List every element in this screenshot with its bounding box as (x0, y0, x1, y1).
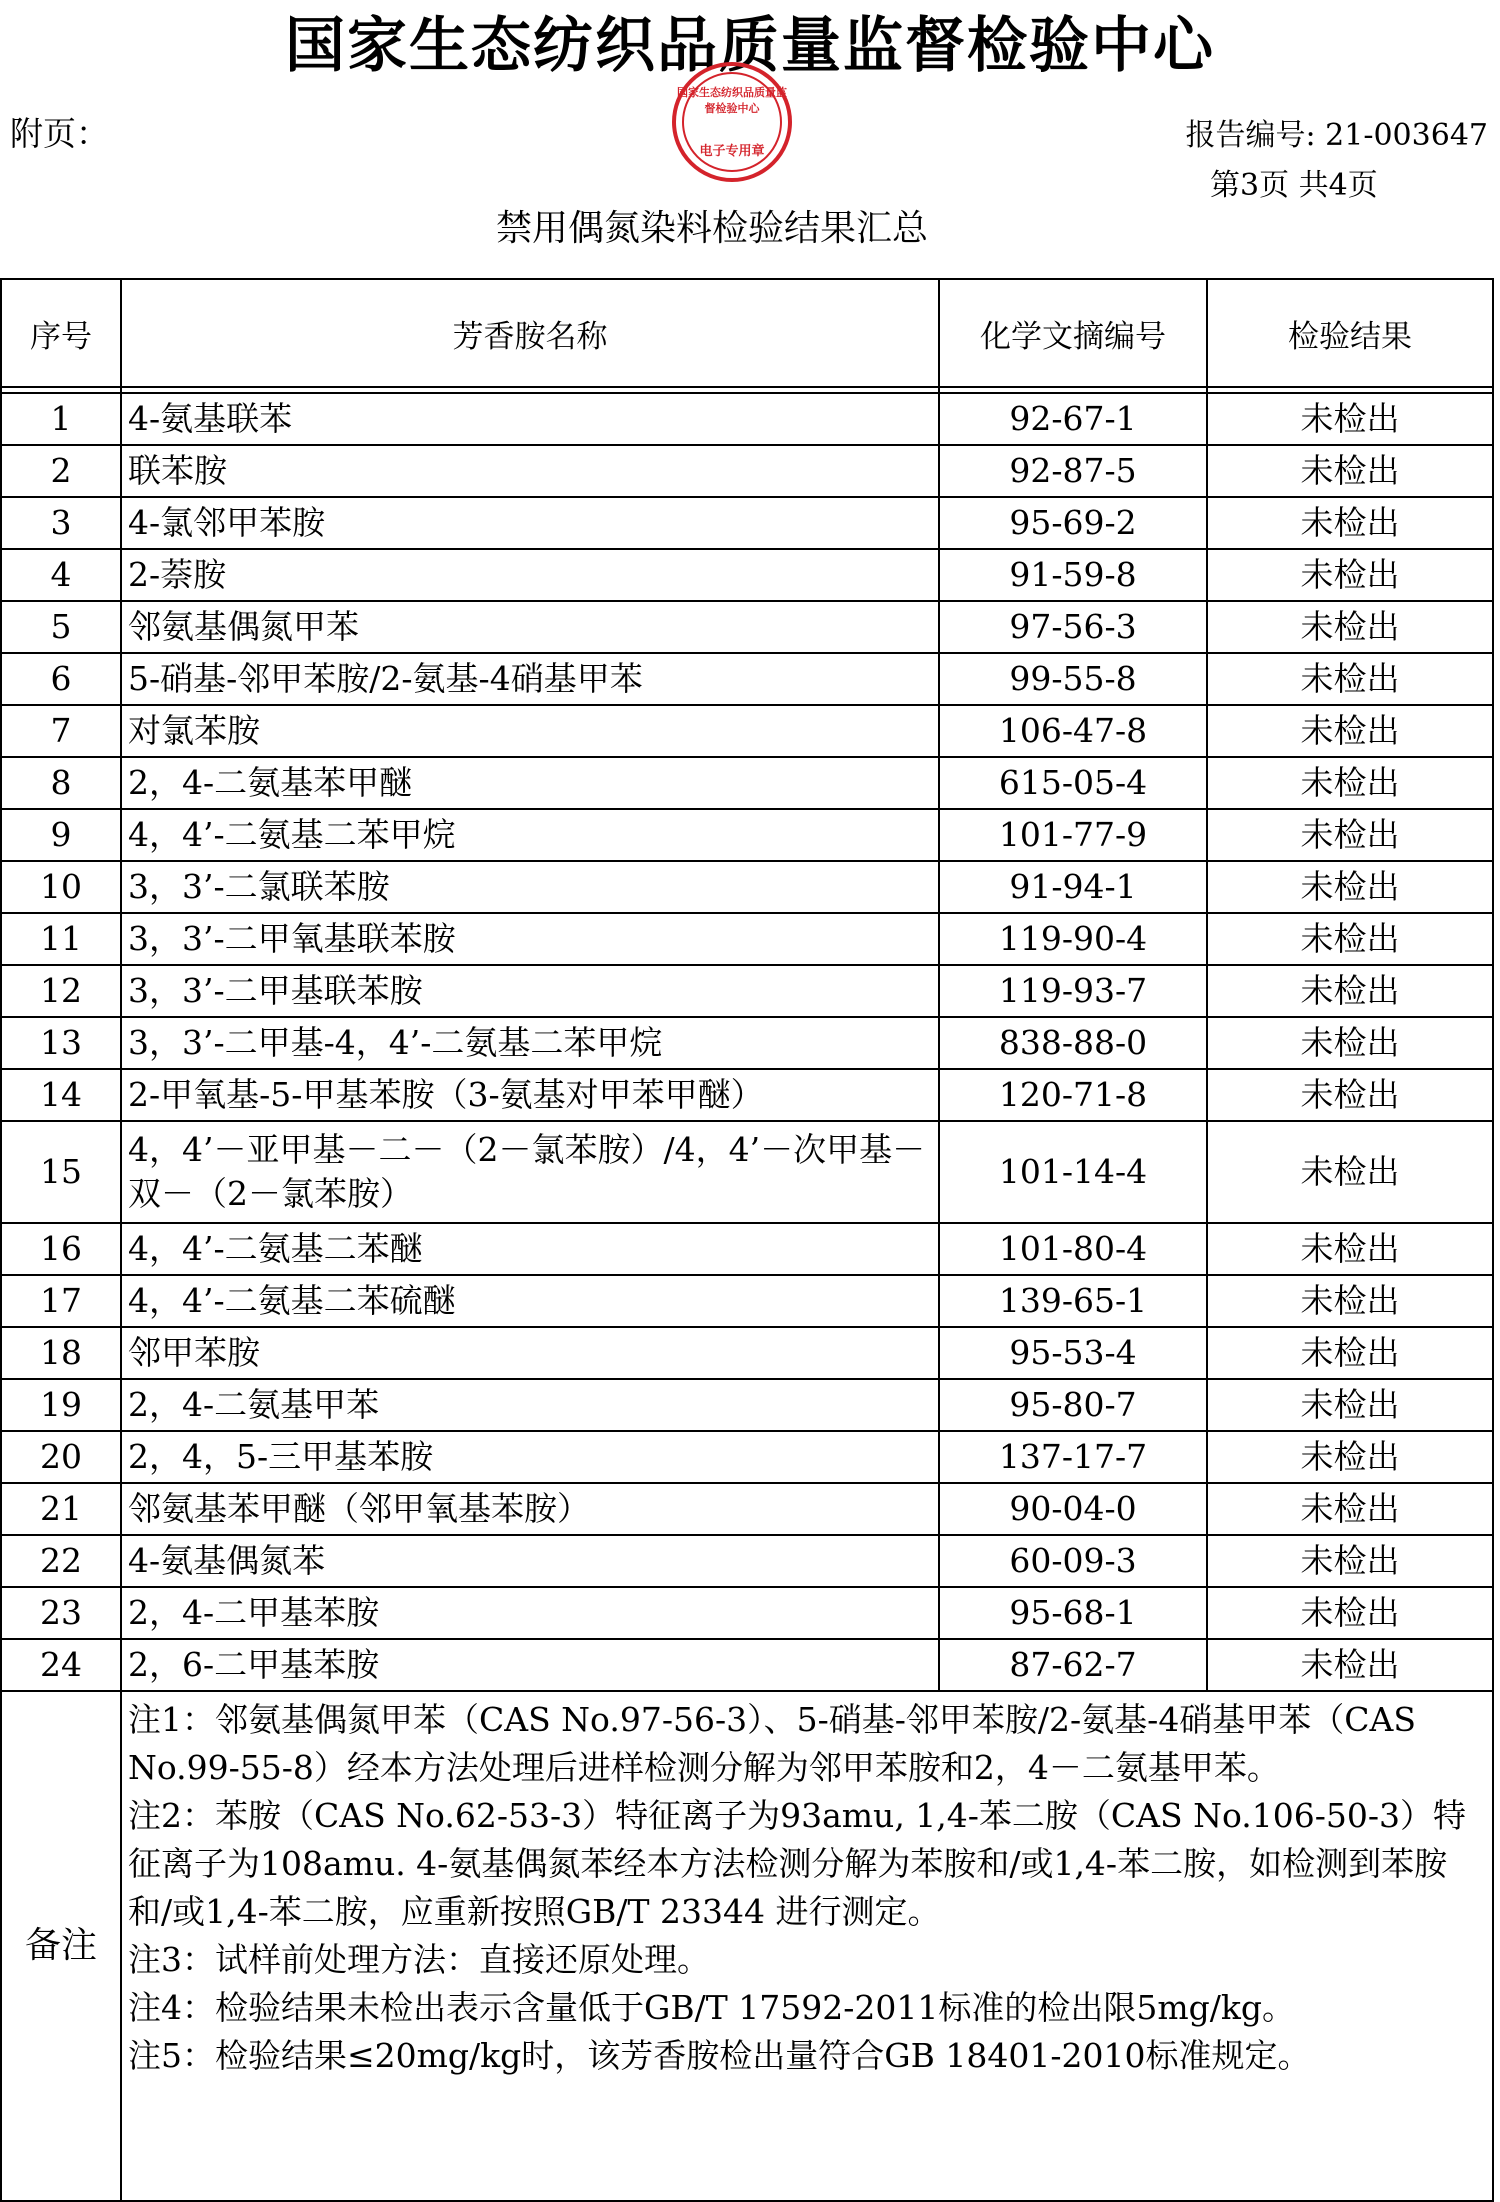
row-no: 17 (1, 1275, 121, 1327)
row-result: 未检出 (1207, 1379, 1493, 1431)
stamp-ring-text: 国家生态纺织品质量监督检验中心 (677, 86, 787, 115)
row-cas-number: 139-65-1 (939, 1275, 1207, 1327)
row-amine-name: 3，3’-二氯联苯胺 (121, 861, 939, 913)
row-amine-name: 联苯胺 (121, 445, 939, 497)
row-result: 未检出 (1207, 1431, 1493, 1483)
table-row (1, 913, 1493, 965)
row-amine-name: 邻氨基偶氮甲苯 (121, 601, 939, 653)
row-result: 未检出 (1207, 1327, 1493, 1379)
row-cas-number: 90-04-0 (939, 1483, 1207, 1535)
row-cas-number: 60-09-3 (939, 1535, 1207, 1587)
note-item: 注5：检验结果≤20mg/kg时，该芳香胺检出量符合GB 18401-2010标准规定。 (128, 2036, 1311, 2075)
row-cas-number: 97-56-3 (939, 601, 1207, 653)
row-no: 11 (1, 913, 121, 965)
row-no: 15 (1, 1121, 121, 1223)
row-amine-name: 3，3’-二甲氧基联苯胺 (121, 913, 939, 965)
row-result: 未检出 (1207, 705, 1493, 757)
stamp-label: 电子专用章 (699, 144, 765, 159)
row-result: 未检出 (1207, 549, 1493, 601)
table-row (1, 965, 1493, 1017)
row-cas-number: 120-71-8 (939, 1069, 1207, 1121)
row-result: 未检出 (1207, 861, 1493, 913)
row-no: 12 (1, 965, 121, 1017)
row-no: 10 (1, 861, 121, 913)
table-row (1, 549, 1493, 601)
row-cas-number: 119-90-4 (939, 913, 1207, 965)
row-result: 未检出 (1207, 1069, 1493, 1121)
table-row (1, 653, 1493, 705)
table-row (1, 601, 1493, 653)
official-stamp (672, 62, 792, 182)
row-result: 未检出 (1207, 757, 1493, 809)
row-result: 未检出 (1207, 1275, 1493, 1327)
row-result: 未检出 (1207, 1483, 1493, 1535)
row-no: 24 (1, 1639, 121, 1691)
row-cas-number: 87-62-7 (939, 1639, 1207, 1691)
row-no: 5 (1, 601, 121, 653)
row-result: 未检出 (1207, 393, 1493, 445)
row-amine-name: 2，4-二甲基苯胺 (121, 1587, 939, 1639)
table-row (1, 757, 1493, 809)
table-row (1, 1483, 1493, 1535)
row-result: 未检出 (1207, 1017, 1493, 1069)
row-result: 未检出 (1207, 1639, 1493, 1691)
row-result: 未检出 (1207, 809, 1493, 861)
summary-subtitle: 禁用偶氮染料检验结果汇总 (495, 208, 928, 249)
table-row (1, 1275, 1493, 1327)
table-row (1, 1431, 1493, 1483)
row-no: 22 (1, 1535, 121, 1587)
row-no: 23 (1, 1587, 121, 1639)
row-cas-number: 91-59-8 (939, 549, 1207, 601)
row-cas-number: 99-55-8 (939, 653, 1207, 705)
table-row (1, 393, 1493, 445)
row-no: 8 (1, 757, 121, 809)
attachment-label: 附页： (10, 114, 109, 153)
row-amine-name: 2-甲氧基-5-甲基苯胺（3-氨基对甲苯甲醚） (121, 1069, 939, 1121)
row-cas-number: 101-80-4 (939, 1223, 1207, 1275)
row-no: 21 (1, 1483, 121, 1535)
row-amine-name: 邻氨基苯甲醚（邻甲氧基苯胺） (121, 1483, 939, 1535)
note-item: 注2：苯胺（CAS No.62-53-3）特征离子为93amu, 1,4-苯二胺（CAS No.106-50-3）特征离子为108amu. 4-氨基偶氮苯经本方法检测分解为苯胺和/或1,4-苯二胺，如检测到苯胺和/或1,4-苯二胺，应重新按照GB/T 23344 进行测定。 (128, 1796, 1467, 1931)
row-result: 未检出 (1207, 913, 1493, 965)
row-amine-name: 3，3’-二甲基-4，4’-二氨基二苯甲烷 (121, 1017, 939, 1069)
row-amine-name: 邻甲苯胺 (121, 1327, 939, 1379)
row-amine-name: 4，4’-二氨基二苯甲烷 (121, 809, 939, 861)
row-cas-number: 119-93-7 (939, 965, 1207, 1017)
table-header-row (1, 279, 1493, 387)
header-result: 检验结果 (1207, 279, 1493, 387)
header-cas-number: 化学文摘编号 (939, 279, 1207, 387)
table-row (1, 1121, 1493, 1223)
table-row (1, 445, 1493, 497)
table-row (1, 497, 1493, 549)
row-result: 未检出 (1207, 1223, 1493, 1275)
table-row (1, 1017, 1493, 1069)
row-amine-name: 4，4’－亚甲基－二－（2－氯苯胺）/4，4’－次甲基－双－（2－氯苯胺） (121, 1121, 939, 1223)
row-cas-number: 95-80-7 (939, 1379, 1207, 1431)
table-row (1, 1223, 1493, 1275)
page-info: 第3页 共4页 (1210, 168, 1378, 203)
row-cas-number: 106-47-8 (939, 705, 1207, 757)
row-cas-number: 92-67-1 (939, 393, 1207, 445)
row-result: 未检出 (1207, 965, 1493, 1017)
row-result: 未检出 (1207, 1535, 1493, 1587)
row-no: 1 (1, 393, 121, 445)
note-item: 注1：邻氨基偶氮甲苯（CAS No.97-56-3）、5-硝基-邻甲苯胺/2-氨基-4硝基甲苯（CAS No.99-55-8）经本方法处理后进样检测分解为邻甲苯胺和2，4－二氨基甲苯。 (128, 1700, 1416, 1787)
results-table (0, 278, 1494, 2202)
row-amine-name: 对氯苯胺 (121, 705, 939, 757)
row-cas-number: 101-77-9 (939, 809, 1207, 861)
row-no: 13 (1, 1017, 121, 1069)
table-row (1, 1535, 1493, 1587)
table-row (1, 1379, 1493, 1431)
note-item: 注3：试样前处理方法：直接还原处理。 (128, 1940, 710, 1979)
row-amine-name: 2，6-二甲基苯胺 (121, 1639, 939, 1691)
row-no: 16 (1, 1223, 121, 1275)
row-amine-name: 4，4’-二氨基二苯硫醚 (121, 1275, 939, 1327)
row-result: 未检出 (1207, 497, 1493, 549)
row-cas-number: 95-68-1 (939, 1587, 1207, 1639)
table-row (1, 1639, 1493, 1691)
row-no: 20 (1, 1431, 121, 1483)
row-amine-name: 2-萘胺 (121, 549, 939, 601)
table-row (1, 705, 1493, 757)
row-amine-name: 4，4’-二氨基二苯醚 (121, 1223, 939, 1275)
notes-content (121, 1691, 1493, 2201)
row-result: 未检出 (1207, 653, 1493, 705)
row-cas-number: 95-69-2 (939, 497, 1207, 549)
header-amine-name: 芳香胺名称 (121, 279, 939, 387)
row-cas-number: 101-14-4 (939, 1121, 1207, 1223)
row-amine-name: 5-硝基-邻甲苯胺/2-氨基-4硝基甲苯 (121, 653, 939, 705)
row-cas-number: 95-53-4 (939, 1327, 1207, 1379)
table-row (1, 809, 1493, 861)
row-amine-name: 4-氨基联苯 (121, 393, 939, 445)
row-amine-name: 2，4，5-三甲基苯胺 (121, 1431, 939, 1483)
row-amine-name: 2，4-二氨基苯甲醚 (121, 757, 939, 809)
row-no: 2 (1, 445, 121, 497)
report-number: 报告编号: 21-003647 (1185, 118, 1488, 153)
row-cas-number: 838-88-0 (939, 1017, 1207, 1069)
notes-row (1, 1691, 1493, 2201)
table-row (1, 861, 1493, 913)
row-cas-number: 91-94-1 (939, 861, 1207, 913)
notes-label: 备注 (1, 1691, 121, 2201)
row-result: 未检出 (1207, 1121, 1493, 1223)
row-no: 7 (1, 705, 121, 757)
row-no: 18 (1, 1327, 121, 1379)
table-row (1, 1069, 1493, 1121)
row-no: 14 (1, 1069, 121, 1121)
report-title: 国家生态纺织品质量监督检验中心 (285, 11, 1215, 81)
row-cas-number: 92-87-5 (939, 445, 1207, 497)
row-result: 未检出 (1207, 445, 1493, 497)
row-no: 9 (1, 809, 121, 861)
row-amine-name: 3，3’-二甲基联苯胺 (121, 965, 939, 1017)
note-item: 注4：检验结果未检出表示含量低于GB/T 17592-2011标准的检出限5mg/kg。 (128, 1988, 1295, 2027)
row-no: 19 (1, 1379, 121, 1431)
row-amine-name: 2，4-二氨基甲苯 (121, 1379, 939, 1431)
row-cas-number: 615-05-4 (939, 757, 1207, 809)
row-result: 未检出 (1207, 1587, 1493, 1639)
header-no: 序号 (1, 279, 121, 387)
row-no: 3 (1, 497, 121, 549)
row-no: 4 (1, 549, 121, 601)
table-row (1, 1587, 1493, 1639)
table-row (1, 1327, 1493, 1379)
row-no: 6 (1, 653, 121, 705)
row-amine-name: 4-氯邻甲苯胺 (121, 497, 939, 549)
row-amine-name: 4-氨基偶氮苯 (121, 1535, 939, 1587)
row-result: 未检出 (1207, 601, 1493, 653)
row-cas-number: 137-17-7 (939, 1431, 1207, 1483)
